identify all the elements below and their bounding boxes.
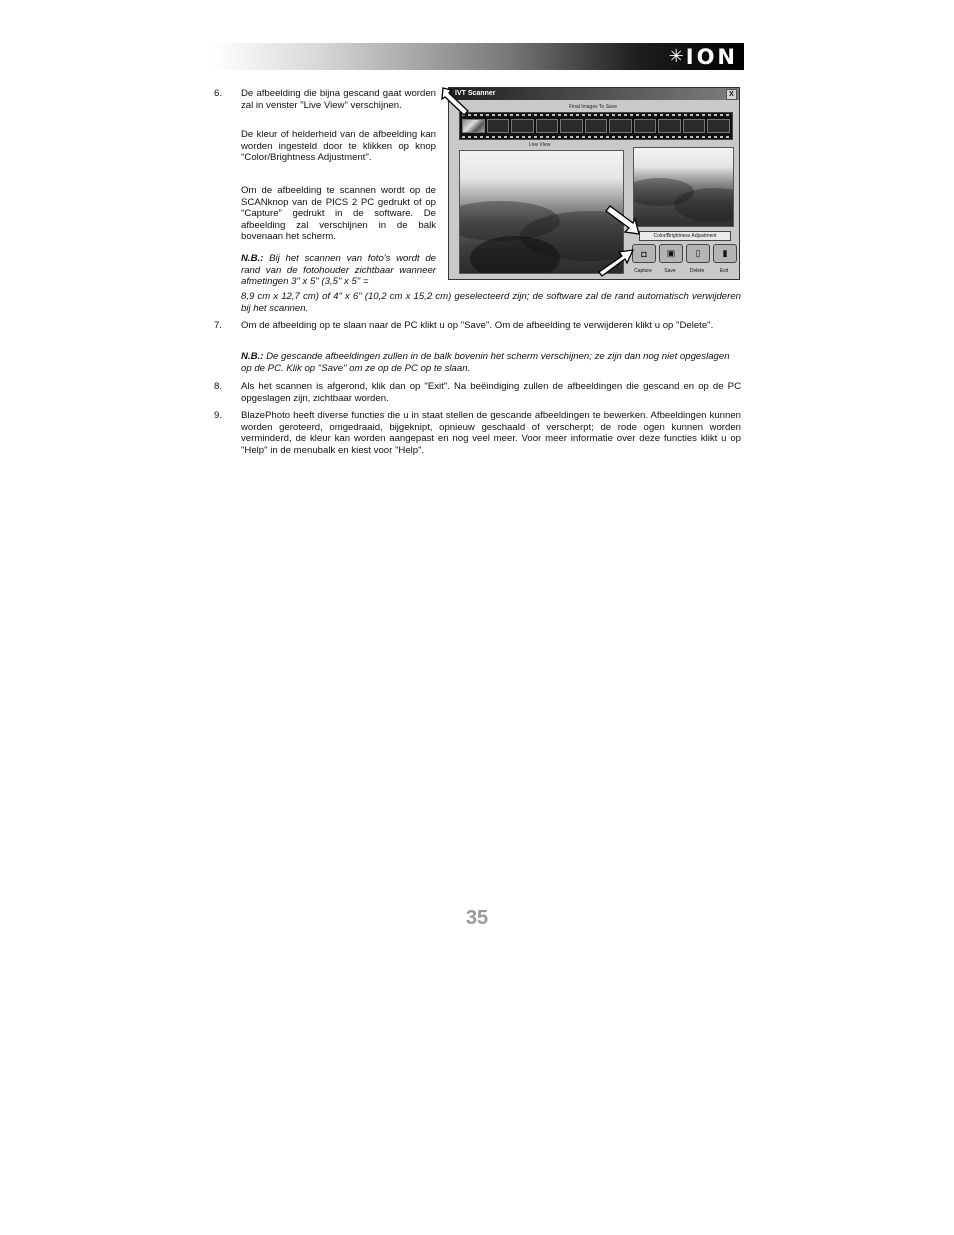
- item-8-paragraph: Als het scannen is afgerond, klik dan op "Exit". Na beëindiging zullen de afbeeldingen die gescand en op de PC opgeslagen zijn, zichtbaar worden.: [241, 381, 741, 404]
- trash-icon: ▯: [695, 248, 701, 258]
- capture-label: Capture: [634, 268, 652, 274]
- header-gradient-bar: [212, 43, 744, 70]
- arrow-to-color-button-icon: [605, 200, 645, 240]
- filmstrip-frame[interactable]: [634, 119, 657, 133]
- item-9-paragraph: BlazePhoto heeft diverse functies die u in staat stellen de gescande afbeeldingen te bewerken. Afbeeldingen kunnen worden geroteerd, omgedraaid, bijgeknipt, opnieuw geschaald of verscherpt; de rode ogen kunnen worden verminderd, de kleur kan worden aangepast en nog veel meer. Voor meer informatie over deze functies klikt u op "Help" in de menubalk en kiest voor "Help".: [241, 410, 741, 456]
- filmstrip-frame[interactable]: [707, 119, 730, 133]
- color-brightness-adjustment-button[interactable]: Color/Brightness Adjustment: [639, 231, 731, 241]
- scanner-window: [448, 87, 740, 280]
- filmstrip-sprockets-bottom: [462, 136, 730, 138]
- item-8-number: 8.: [214, 381, 223, 392]
- note-label: N.B.:: [241, 253, 264, 264]
- item-7-note-text: De gescande afbeeldingen zullen in de balk bovenin het scherm verschijnen; ze zijn dan nog niet opgeslagen op de PC. Klik op "Save" om ze op de PC op te slaan.: [241, 351, 730, 374]
- arrow-to-capture-button-icon: [596, 244, 636, 280]
- filmstrip-frame[interactable]: [536, 119, 559, 133]
- page-number: 35: [465, 907, 489, 929]
- item-7-note: [241, 351, 741, 374]
- exit-button[interactable]: [713, 244, 737, 263]
- filmstrip-frame[interactable]: [683, 119, 706, 133]
- item-6-note-part-1: [241, 253, 436, 288]
- live-view-label: Live View: [529, 142, 551, 148]
- filmstrip-frame[interactable]: [609, 119, 632, 133]
- delete-button[interactable]: [686, 244, 710, 263]
- scanner-title: IVT Scanner: [455, 90, 496, 97]
- filmstrip-frame[interactable]: [585, 119, 608, 133]
- item-7-paragraph: Om de afbeelding op te slaan naar de PC klikt u op "Save". Om de afbeelding te verwijderen klikt u op "Delete".: [241, 320, 714, 331]
- exit-door-icon: ▮: [722, 248, 728, 258]
- filmstrip-frame[interactable]: [560, 119, 583, 133]
- camera-icon: ◘: [641, 248, 647, 259]
- filmstrip[interactable]: [459, 112, 733, 140]
- ion-logo: [669, 45, 738, 68]
- item-9-number: 9.: [214, 410, 223, 421]
- preview-image: [633, 147, 734, 227]
- item-6-number: 6.: [214, 88, 223, 99]
- ion-logo-text: ION: [685, 44, 738, 69]
- filmstrip-frame[interactable]: [487, 119, 510, 133]
- exit-label: Exit: [719, 268, 729, 274]
- landscape-hill: [470, 236, 560, 274]
- item-6-note-part-2: 8,9 cm x 12,7 cm) of 4" x 6" (10,2 cm x 15,2 cm) geselecteerd zijn; de software zal de rand automatisch verwijderen bij het scannen.: [241, 291, 741, 314]
- item-6-paragraph-1: De afbeelding die bijna gescand gaat worden zal in venster "Live View" verschijnen.: [241, 88, 436, 111]
- save-button[interactable]: [659, 244, 683, 263]
- filmstrip-frames: [462, 119, 730, 133]
- note-label: N.B.:: [241, 351, 264, 362]
- arrow-to-filmstrip-icon: [440, 84, 480, 124]
- item-6-paragraph-3: Om de afbeelding te scannen wordt op de SCANknop van de PICS 2 PC gedrukt of op "Capture" gedrukt in de software. De afbeelding zal verschijnen in de balk bovenaan het scherm.: [241, 185, 436, 243]
- landscape-hill: [674, 188, 734, 222]
- delete-label: Delete: [689, 268, 705, 274]
- item-6-note-text-1: Bij het scannen van foto's wordt de rand van de fotohouder zichtbaar wanneer afmetingen 3" x 5" (3,5" x 5" =: [241, 253, 436, 288]
- filmstrip-sprockets-top: [462, 114, 730, 116]
- ion-logo-star-icon: ✳: [668, 46, 684, 67]
- item-6-paragraph-2: De kleur of helderheid van de afbeelding kan worden ingesteld door te klikken op knop "Color/Brightness Adjustment".: [241, 129, 436, 164]
- floppy-disk-icon: ▣: [666, 248, 676, 258]
- filmstrip-frame[interactable]: [511, 119, 534, 133]
- filmstrip-frame[interactable]: [658, 119, 681, 133]
- final-images-label: Final Images To Save: [569, 104, 617, 110]
- close-icon[interactable]: X: [726, 89, 737, 100]
- scanner-title-bar: [449, 88, 739, 100]
- item-7-number: 7.: [214, 320, 223, 331]
- save-label: Save: [664, 268, 676, 274]
